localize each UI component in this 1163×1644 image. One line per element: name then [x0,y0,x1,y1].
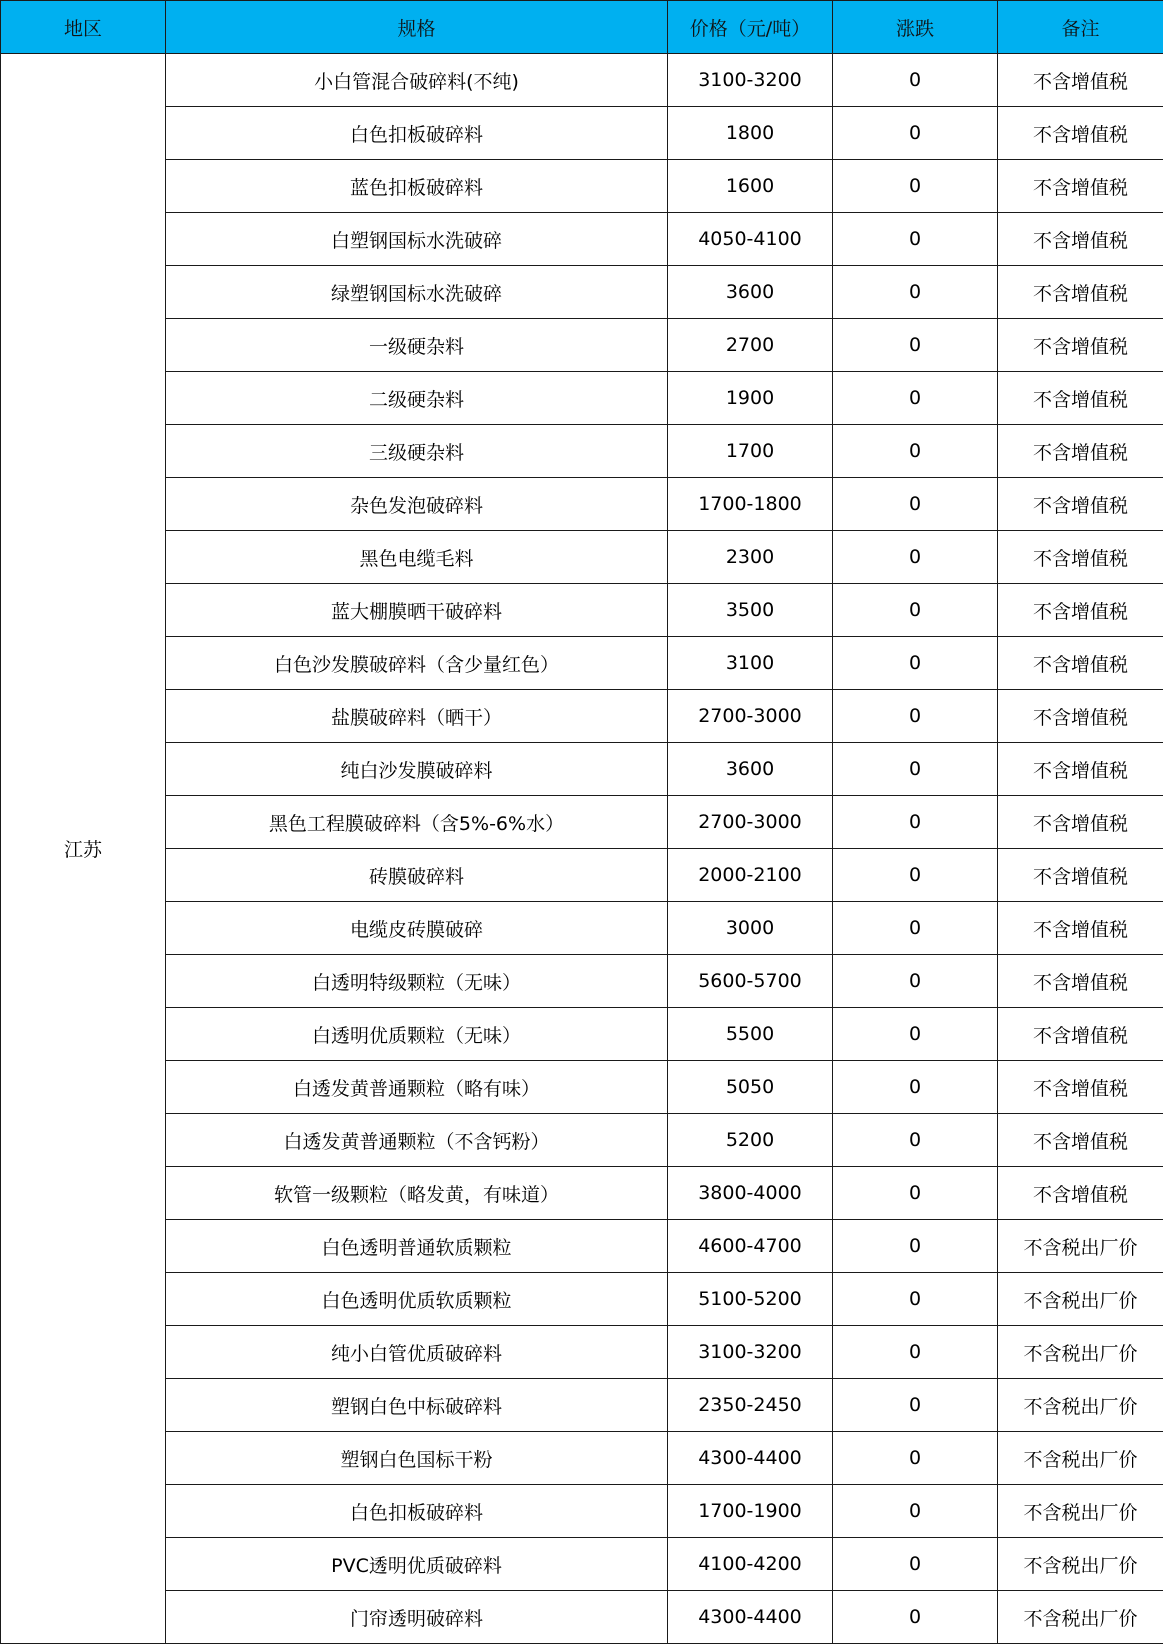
table-row [1,1114,1163,1167]
table-row [1,955,1163,1008]
spec-cell: 塑钢白色国标干粉 [166,1432,668,1485]
price-cell: 4600-4700 [668,1220,833,1273]
spec-cell: 蓝大棚膜晒干破碎料 [166,584,668,637]
price-cell: 3600 [668,266,833,319]
spec-cell: 绿塑钢国标水洗破碎 [166,266,668,319]
spec-cell: 一级硬杂料 [166,319,668,372]
note-cell: 不含增值税 [998,54,1163,107]
table-row [1,213,1163,266]
header-note: 备注 [998,1,1163,54]
note-cell: 不含增值税 [998,266,1163,319]
table-body [1,54,1163,1644]
price-cell: 1700-1800 [668,478,833,531]
note-cell: 不含税出厂价 [998,1326,1163,1379]
spec-cell: 蓝色扣板破碎料 [166,160,668,213]
change-cell: 0 [833,1432,998,1485]
spec-cell: 白透发黄普通颗粒（不含钙粉） [166,1114,668,1167]
header-price: 价格（元/吨） [668,1,833,54]
price-cell: 1600 [668,160,833,213]
note-cell: 不含税出厂价 [998,1485,1163,1538]
price-cell: 5050 [668,1061,833,1114]
note-cell: 不含税出厂价 [998,1538,1163,1591]
price-cell: 2350-2450 [668,1379,833,1432]
price-cell: 1800 [668,107,833,160]
note-cell: 不含增值税 [998,213,1163,266]
note-cell: 不含增值税 [998,160,1163,213]
table-row [1,1061,1163,1114]
table-row [1,1326,1163,1379]
spec-cell: 杂色发泡破碎料 [166,478,668,531]
change-cell: 0 [833,1273,998,1326]
spec-cell: 白色沙发膜破碎料（含少量红色） [166,637,668,690]
spec-cell: 黑色电缆毛料 [166,531,668,584]
table-row [1,1273,1163,1326]
price-cell: 3100-3200 [668,1326,833,1379]
table-row [1,1591,1163,1644]
change-cell: 0 [833,160,998,213]
change-cell: 0 [833,1008,998,1061]
table-row [1,1379,1163,1432]
note-cell: 不含税出厂价 [998,1273,1163,1326]
change-cell: 0 [833,849,998,902]
table-row [1,1432,1163,1485]
table-row [1,584,1163,637]
spec-cell: 二级硬杂料 [166,372,668,425]
change-cell: 0 [833,213,998,266]
price-cell: 3100 [668,637,833,690]
price-cell: 1700 [668,425,833,478]
change-cell: 0 [833,266,998,319]
table-row [1,160,1163,213]
note-cell: 不含税出厂价 [998,1432,1163,1485]
note-cell: 不含税出厂价 [998,1591,1163,1644]
note-cell: 不含增值税 [998,955,1163,1008]
note-cell: 不含增值税 [998,1008,1163,1061]
change-cell: 0 [833,743,998,796]
spec-cell: 小白管混合破碎料(不纯) [166,54,668,107]
spec-cell: 纯白沙发膜破碎料 [166,743,668,796]
change-cell: 0 [833,955,998,1008]
spec-cell: 软管一级颗粒（略发黄，有味道） [166,1167,668,1220]
header-row [1,1,1163,54]
table-row [1,1485,1163,1538]
spec-cell: 白色扣板破碎料 [166,1485,668,1538]
price-cell: 2300 [668,531,833,584]
note-cell: 不含增值税 [998,531,1163,584]
note-cell: 不含增值税 [998,107,1163,160]
note-cell: 不含增值税 [998,690,1163,743]
change-cell: 0 [833,372,998,425]
spec-cell: 白色透明优质软质颗粒 [166,1273,668,1326]
table-row [1,902,1163,955]
region-cell: 江苏 [1,54,166,1644]
price-cell: 4300-4400 [668,1591,833,1644]
table-row [1,478,1163,531]
change-cell: 0 [833,107,998,160]
note-cell: 不含税出厂价 [998,1220,1163,1273]
price-cell: 2700-3000 [668,796,833,849]
spec-cell: 白塑钢国标水洗破碎 [166,213,668,266]
price-cell: 2000-2100 [668,849,833,902]
table-row [1,690,1163,743]
change-cell: 0 [833,1326,998,1379]
price-cell: 2700-3000 [668,690,833,743]
note-cell: 不含增值税 [998,743,1163,796]
table-row [1,319,1163,372]
price-cell: 5200 [668,1114,833,1167]
header-change: 涨跌 [833,1,998,54]
spec-cell: 白透发黄普通颗粒（略有味） [166,1061,668,1114]
note-cell: 不含增值税 [998,319,1163,372]
price-cell: 5100-5200 [668,1273,833,1326]
price-cell: 1900 [668,372,833,425]
price-cell: 3100-3200 [668,54,833,107]
note-cell: 不含增值税 [998,637,1163,690]
price-cell: 4100-4200 [668,1538,833,1591]
spec-cell: 门帘透明破碎料 [166,1591,668,1644]
note-cell: 不含增值税 [998,902,1163,955]
change-cell: 0 [833,1591,998,1644]
price-cell: 5600-5700 [668,955,833,1008]
price-cell: 2700 [668,319,833,372]
note-cell: 不含增值税 [998,849,1163,902]
change-cell: 0 [833,1485,998,1538]
note-cell: 不含增值税 [998,372,1163,425]
change-cell: 0 [833,425,998,478]
spec-cell: 电缆皮砖膜破碎 [166,902,668,955]
price-cell: 3800-4000 [668,1167,833,1220]
spec-cell: 白透明优质颗粒（无味） [166,1008,668,1061]
table-row [1,1538,1163,1591]
change-cell: 0 [833,1061,998,1114]
note-cell: 不含增值税 [998,796,1163,849]
table-row [1,796,1163,849]
change-cell: 0 [833,54,998,107]
price-cell: 5500 [668,1008,833,1061]
note-cell: 不含税出厂价 [998,1379,1163,1432]
table-row [1,531,1163,584]
table-row [1,425,1163,478]
header-spec: 规格 [166,1,668,54]
note-cell: 不含增值税 [998,1114,1163,1167]
spec-cell: PVC透明优质破碎料 [166,1538,668,1591]
change-cell: 0 [833,478,998,531]
note-cell: 不含增值税 [998,1061,1163,1114]
change-cell: 0 [833,690,998,743]
spec-cell: 盐膜破碎料（晒干） [166,690,668,743]
change-cell: 0 [833,319,998,372]
change-cell: 0 [833,1114,998,1167]
change-cell: 0 [833,531,998,584]
table-row [1,1167,1163,1220]
change-cell: 0 [833,637,998,690]
table-row [1,849,1163,902]
price-cell: 4300-4400 [668,1432,833,1485]
change-cell: 0 [833,1220,998,1273]
note-cell: 不含增值税 [998,478,1163,531]
change-cell: 0 [833,1167,998,1220]
table-row [1,107,1163,160]
table-row [1,1008,1163,1061]
note-cell: 不含增值税 [998,584,1163,637]
change-cell: 0 [833,1379,998,1432]
change-cell: 0 [833,902,998,955]
change-cell: 0 [833,584,998,637]
price-cell: 3500 [668,584,833,637]
change-cell: 0 [833,796,998,849]
price-cell: 4050-4100 [668,213,833,266]
price-cell: 3600 [668,743,833,796]
spec-cell: 白色扣板破碎料 [166,107,668,160]
note-cell: 不含增值税 [998,1167,1163,1220]
spec-cell: 白色透明普通软质颗粒 [166,1220,668,1273]
spec-cell: 砖膜破碎料 [166,849,668,902]
header-region: 地区 [1,1,166,54]
table-header [1,1,1163,54]
table-row [1,266,1163,319]
spec-cell: 纯小白管优质破碎料 [166,1326,668,1379]
table-row [1,372,1163,425]
table-row [1,743,1163,796]
spec-cell: 黑色工程膜破碎料（含5%-6%水） [166,796,668,849]
spec-cell: 塑钢白色中标破碎料 [166,1379,668,1432]
table-row [1,1220,1163,1273]
price-cell: 3000 [668,902,833,955]
table-row [1,54,1163,107]
spec-cell: 三级硬杂料 [166,425,668,478]
spec-cell: 白透明特级颗粒（无味） [166,955,668,1008]
price-cell: 1700-1900 [668,1485,833,1538]
note-cell: 不含增值税 [998,425,1163,478]
table-row [1,637,1163,690]
change-cell: 0 [833,1538,998,1591]
